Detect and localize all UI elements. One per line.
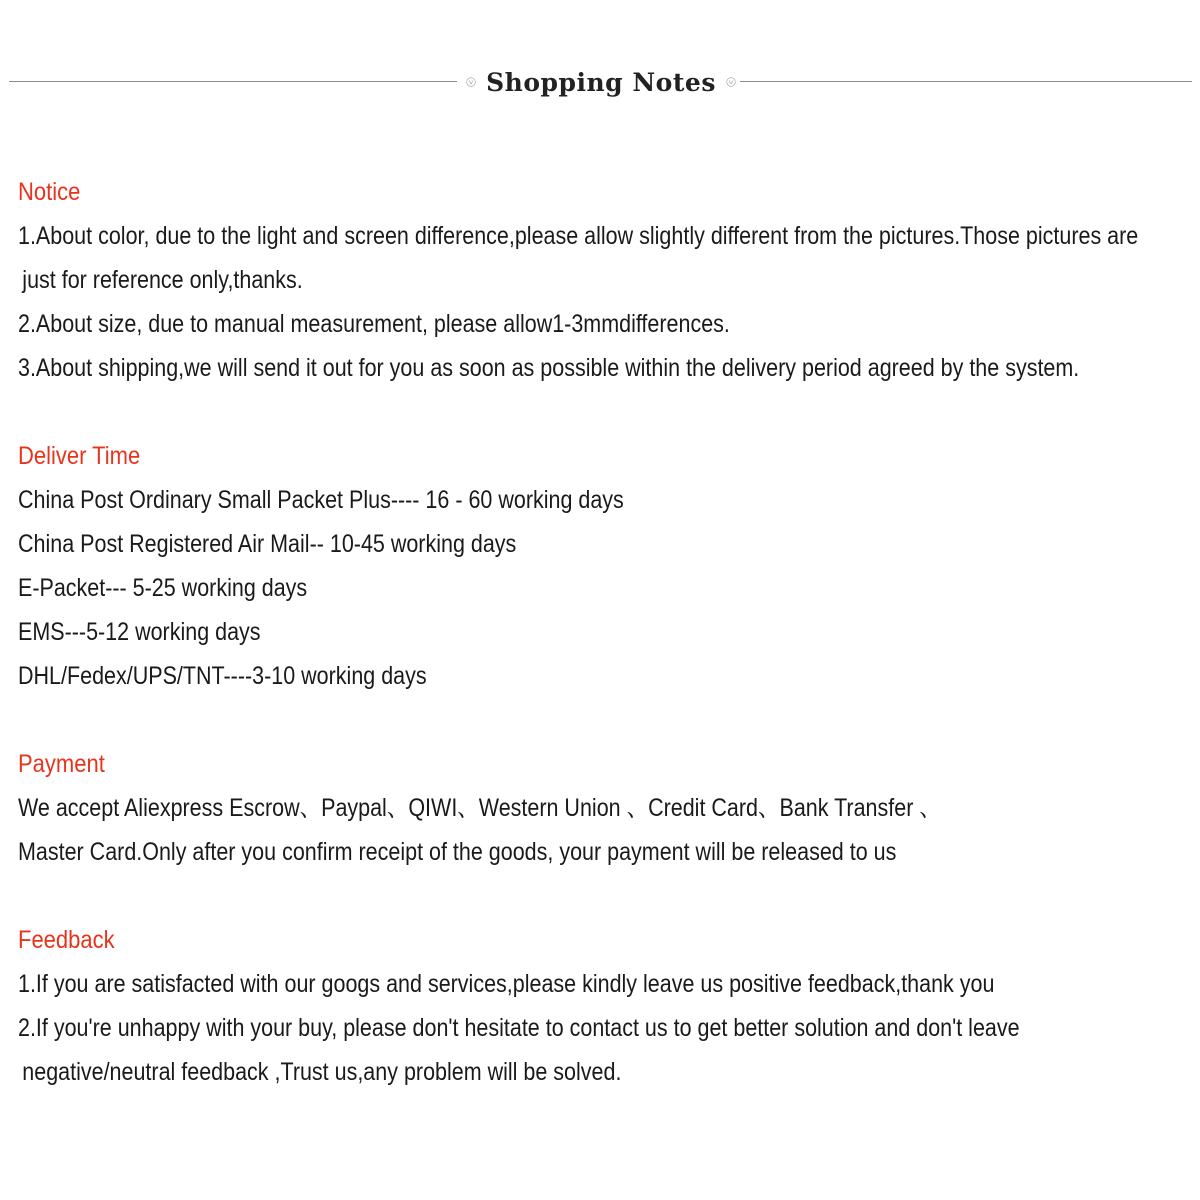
page-title: Shopping Notes [486, 67, 716, 97]
delivery-option: E-Packet--- 5-25 working days [18, 574, 308, 602]
deliver-time-section [18, 434, 1188, 698]
section-heading-payment: Payment [18, 750, 105, 778]
header-rule-left [9, 81, 457, 82]
payment-line: Master Card.Only after you confirm receipt of the goods, your payment will be released to us [18, 838, 897, 866]
notes-content [18, 170, 1188, 1138]
delivery-option: DHL/Fedex/UPS/TNT----3-10 working days [18, 662, 427, 690]
delivery-option: EMS---5-12 working days [18, 618, 261, 646]
notice-line: just for reference only,thanks. [22, 266, 303, 294]
notice-line: 1.About color, due to the light and screen difference,please allow slightly different from the pictures.Those pictures are [18, 222, 1139, 250]
delivery-option: China Post Ordinary Small Packet Plus---- 16 - 60 working days [18, 486, 624, 514]
feedback-line: 2.If you're unhappy with your buy, please don't hesitate to contact us to get better solution and don't leave [18, 1014, 1020, 1042]
payment-line: We accept Aliexpress Escrow、Paypal、QIWI、Western Union 、Credit Card、Bank Transfer 、 [18, 794, 941, 822]
section-heading-deliver-time: Deliver Time [18, 442, 141, 470]
notice-line: 2.About size, due to manual measurement, please allow1-3mmdifferences. [18, 310, 730, 338]
section-heading-feedback: Feedback [18, 926, 115, 954]
feedback-section [18, 918, 1188, 1094]
feedback-line: 1.If you are satisfacted with our googs and services,please kindly leave us positive feedback,thank you [18, 970, 995, 998]
header-rule-right [740, 81, 1192, 82]
notice-line: 3.About shipping,we will send it out for you as soon as possible within the delivery period agreed by the system. [18, 354, 1080, 382]
v-circle-icon [726, 72, 736, 92]
section-heading-notice: Notice [18, 178, 81, 206]
delivery-option: China Post Registered Air Mail-- 10-45 working days [18, 530, 517, 558]
notice-section [18, 170, 1188, 390]
header-title-group [466, 56, 736, 108]
v-circle-icon [466, 72, 476, 92]
payment-section [18, 742, 1188, 874]
feedback-line: negative/neutral feedback ,Trust us,any problem will be solved. [22, 1058, 622, 1086]
shopping-notes-header [0, 56, 1200, 108]
